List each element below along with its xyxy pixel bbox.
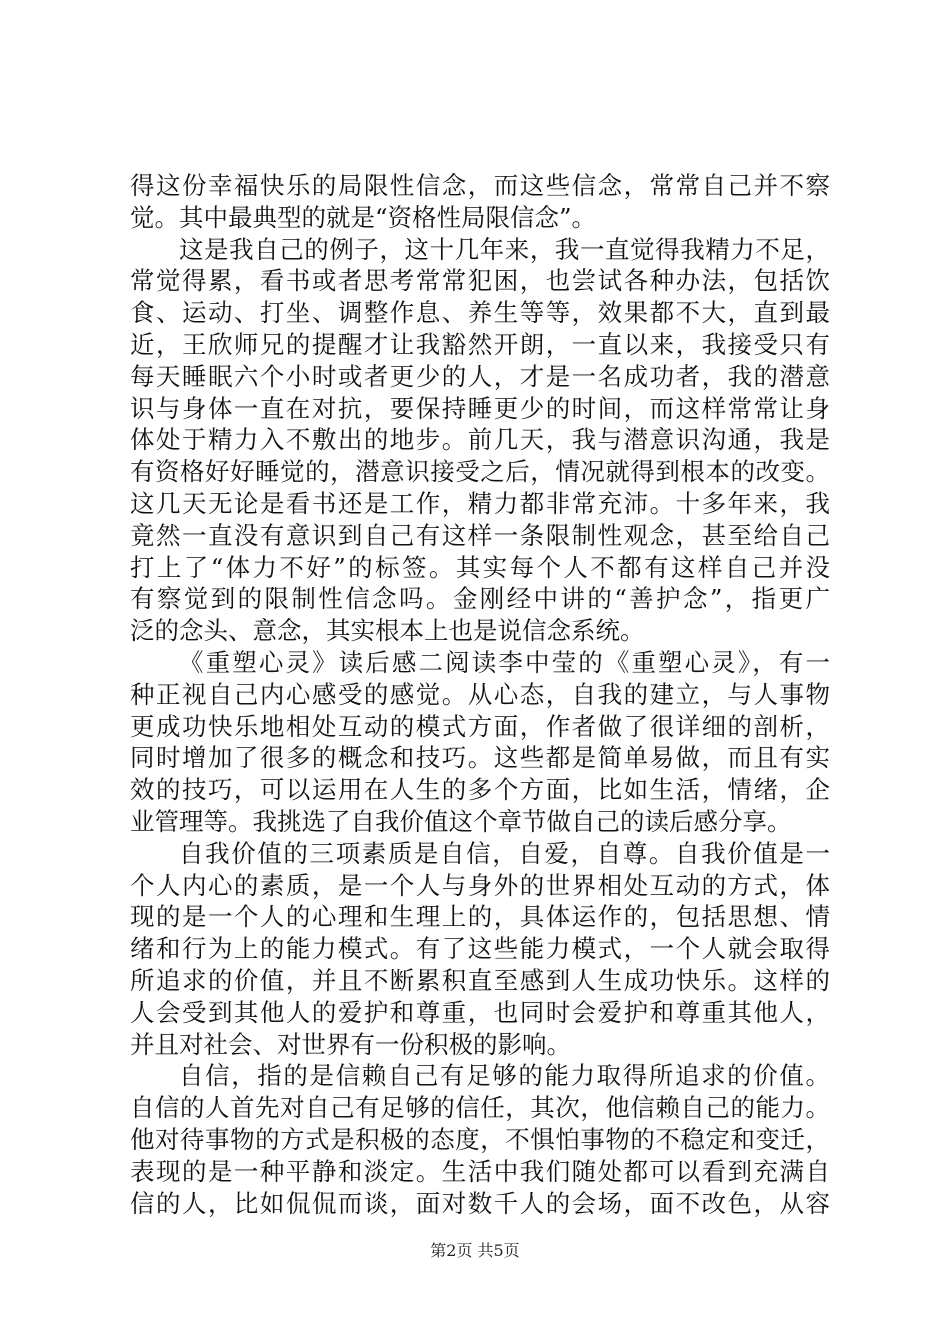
text-line: 种正视自己内心感受的感觉。从心态，自我的建立，与人事物 xyxy=(130,679,830,709)
text-line: 有察觉到的限制性信念吗。金刚经中讲的“善护念”，指更广 xyxy=(130,584,830,614)
text-line: 业管理等。我挑选了自我价值这个章节做自己的读后感分享。 xyxy=(130,806,792,836)
text-line: 现的是一个人的心理和生理上的，具体运作的，包括思想、情 xyxy=(130,902,830,932)
text-line: 这几天无论是看书还是工作，精力都非常充沛。十多年来，我 xyxy=(130,488,830,518)
text-line: 泛的念头、意念，其实根本上也是说信念系统。 xyxy=(130,616,645,646)
text-line: 所追求的价值，并且不断累积直至感到人生成功快乐。这样的 xyxy=(130,965,830,995)
text-line: 得这份幸福快乐的局限性信念，而这些信念，常常自己并不察 xyxy=(130,171,830,200)
body-text xyxy=(130,170,830,1219)
text-line: 觉。其中最典型的就是“资格性局限信念”。 xyxy=(130,202,597,232)
text-line: 这是我自己的例子，这十几年来，我一直觉得我精力不足， xyxy=(179,234,830,264)
text-line: 绪和行为上的能力模式。有了这些能力模式，一个人就会取得 xyxy=(130,934,830,964)
text-line: 《重塑心灵》读后感二阅读李中莹的《重塑心灵》，有一 xyxy=(179,647,830,677)
text-line: 打上了“体力不好”的标签。其实每个人不都有这样自己并没 xyxy=(130,552,830,582)
text-line: 效的技巧，可以运用在人生的多个方面，比如生活，情绪，企 xyxy=(130,775,830,805)
text-line: 常觉得累，看书或者思考常常犯困，也尝试各种办法，包括饮 xyxy=(130,266,830,296)
text-line: 体处于精力入不敷出的地步。前几天，我与潜意识沟通，我是 xyxy=(130,425,830,455)
text-line: 竟然一直没有意识到自己有这样一条限制性观念，甚至给自己 xyxy=(130,520,830,550)
text-line: 自信的人首先对自己有足够的信任，其次，他信赖自己的能力。 xyxy=(130,1093,830,1123)
text-line: 信的人，比如侃侃而谈，面对数千人的会场，面不改色，从容 xyxy=(130,1188,830,1218)
text-line: 识与身体一直在对抗，要保持睡更少的时间，而这样常常让身 xyxy=(130,393,830,423)
text-line: 表现的是一种平静和淡定。生活中我们随处都可以看到充满自 xyxy=(130,1156,830,1186)
text-line: 同时增加了很多的概念和技巧。这些都是简单易做，而且有实 xyxy=(130,743,830,773)
text-line: 他对待事物的方式是积极的态度，不惧怕事物的不稳定和变迁， xyxy=(130,1124,830,1154)
text-line: 每天睡眠六个小时或者更少的人，才是一名成功者，我的潜意 xyxy=(130,361,830,391)
text-line: 近，王欣师兄的提醒才让我豁然开朗，一直以来，我接受只有 xyxy=(130,329,830,359)
page-footer: 第2页 共5页 xyxy=(430,1241,520,1260)
text-line: 个人内心的素质，是一个人与身外的世界相处互动的方式，体 xyxy=(130,870,830,900)
text-line: 人会受到其他人的爱护和尊重，也同时会爱护和尊重其他人， xyxy=(130,997,830,1027)
text-line: 有资格好好睡觉的，潜意识接受之后，情况就得到根本的改变。 xyxy=(130,457,830,487)
text-line: 自信，指的是信赖自己有足够的能力取得所追求的价值。 xyxy=(179,1061,830,1091)
text-line: 更成功快乐地相处互动的模式方面，作者做了很详细的剖析， xyxy=(130,711,830,741)
text-line: 自我价值的三项素质是自信，自爱，自尊。自我价值是一 xyxy=(179,838,830,868)
text-line: 并且对社会、对世界有一份积极的影响。 xyxy=(130,1029,571,1059)
text-line: 食、运动、打坐、调整作息、养生等等，效果都不大，直到最 xyxy=(130,298,830,328)
